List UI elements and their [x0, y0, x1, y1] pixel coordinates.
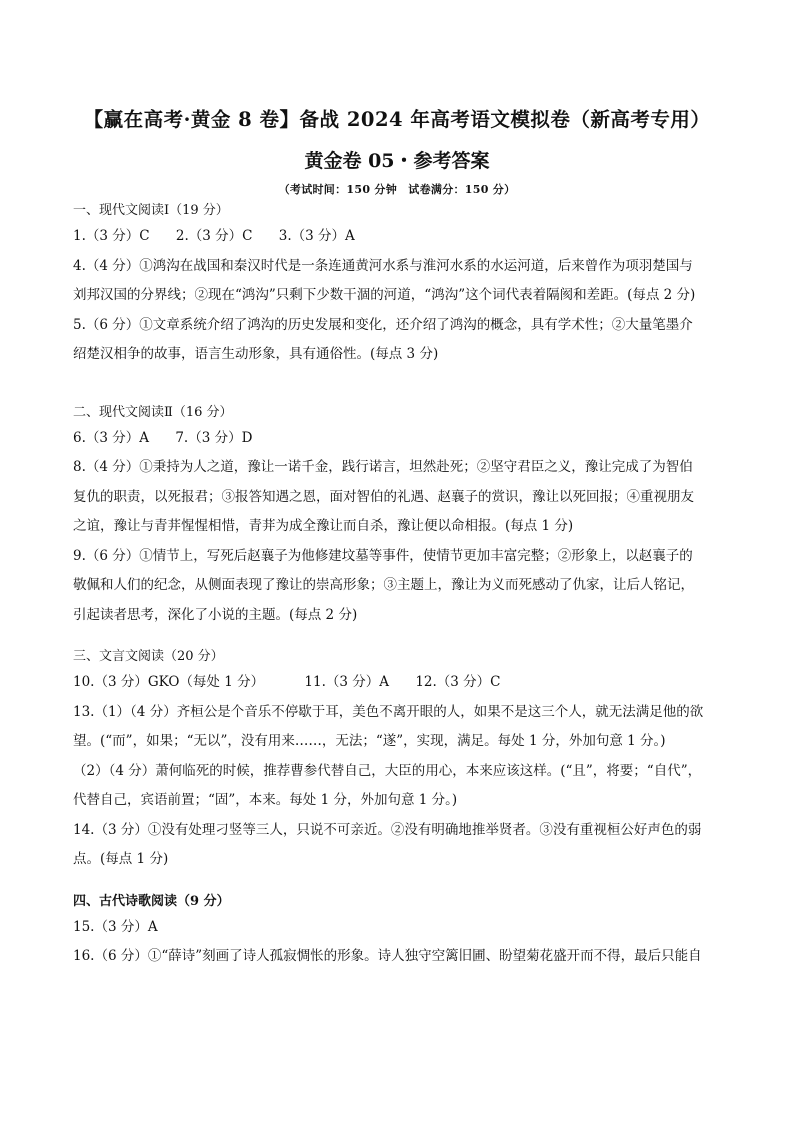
answer-q14-line: 点。(每点 1 分) — [73, 851, 169, 867]
section-heading: 四、古代诗歌阅读（9 分） — [73, 893, 230, 909]
answer-q9-line: 敬佩和人们的纪念，从侧面表现了豫让的崇高形象；③主题上，豫让为义而死感动了仇家，让后人铭记， — [73, 577, 694, 593]
answer-q11: 11.（3 分）A — [304, 674, 390, 690]
answer-q10: 10.（3 分）GKO（每处 1 分） — [73, 674, 265, 690]
answer-q8-line: 之谊，豫让与青荓惺惺相惜，青荓为成全豫让而自杀，豫让便以命相报。(每点 1 分) — [73, 518, 574, 534]
answer-row-10-12 — [73, 668, 726, 698]
section-heading: 三、文言文阅读（20 分） — [73, 649, 224, 664]
document-subtitle: 黄金卷 05・参考答案 — [304, 150, 490, 172]
answer-q16-line: 16.（6 分）①“薛诗”刻画了诗人孤寂惆怅的形象。诗人独守空篱旧圃、盼望菊花盛开而不得，最后只能自 — [73, 948, 702, 964]
exam-info: （考试时间：150 分钟 试卷满分：150 分） — [278, 183, 516, 196]
answer-body — [73, 200, 726, 972]
answer-q6: 6.（3 分）A — [73, 429, 150, 446]
answer-q9-line: 9.（6 分）①情节上，写死后赵襄子为他修建坟墓等事件，使情节更加丰富完整；②形象上，以赵襄子的 — [73, 547, 693, 564]
answer-row-1-3 — [73, 222, 726, 252]
answer-q12: 12.（3 分）C — [415, 674, 501, 690]
answer-q5-line: 5.（6 分）①文章系统介绍了鸿沟的历史发展和变化，还介绍了鸿沟的概念，具有学术性；②大量笔墨介 — [73, 316, 693, 333]
answer-q1: 1.（3 分）C — [73, 228, 150, 244]
answer-q8-line: 8.（4 分）①秉持为人之道，豫让一诺千金，践行诺言，坦然赴死；②坚守君臣之义，豫让完成了为智伯 — [73, 459, 693, 475]
answer-q8-line: 复仇的职责，以死报君；③报答知遇之恩，面对智伯的礼遇、赵襄子的赏识，豫让以死回报；④重视朋友 — [73, 488, 694, 505]
answer-q13-2-line: （2）（4 分）萧何临死的时候，推荐曹参代替自己，大臣的用心，本来应该这样。(“且”，将要；“自代”， — [73, 762, 702, 779]
answer-q7: 7.（3 分）D — [175, 429, 253, 446]
answer-q3: 3.（3 分）A — [278, 228, 355, 244]
answer-q9-line: 引起读者思考，深化了小说的主题。(每点 2 分) — [73, 606, 358, 623]
answer-q4-line: 刘邦汉国的分界线；②现在“鸿沟”只剩下少数干涸的河道，“鸿沟”这个词代表着隔阂和差距。(每点 2 分) — [73, 287, 696, 303]
answer-q13-1-line: 望。(“而”，如果；“无以”，没有用来……，无法；“遂”，实现，满足。每处 1 分，外加句意 1 分。) — [73, 733, 666, 749]
answer-q4-line: 4.（4 分）①鸿沟在战国和秦汉时代是一条连通黄河水系与淮河水系的水运河道，后来曾作为项羽楚国与 — [73, 257, 693, 274]
answer-q15: 15.（3 分）A — [73, 918, 158, 935]
section-heading: 二、现代文阅读Ⅱ（16 分） — [73, 404, 233, 420]
answer-q13-1-line: 13.（1）（4 分）齐桓公是个音乐不停歇于耳，美色不离开眼的人，如果不是这三个人，就无法满足他的欲 — [73, 703, 704, 720]
document-title: 【赢在高考·黄金 8 卷】备战 2024 年高考语文模拟卷（新高考专用） — [83, 108, 711, 131]
answer-q13-2-line: 代替自己，宾语前置；“固”，本来。每处 1 分，外加句意 1 分。) — [73, 792, 458, 808]
answer-q5-line: 绍楚汉相争的故事，语言生动形象，具有通俗性。(每点 3 分) — [73, 346, 439, 362]
answer-q14-line: 14.（3 分）①没有处理刁竖等三人，只说不可亲近。②没有明确地推举贤者。③没有重视桓公好声色的弱 — [73, 821, 702, 838]
section-heading: 一、现代文阅读Ⅰ（19 分） — [73, 203, 229, 218]
answer-q2: 2.（3 分）C — [175, 228, 253, 244]
answer-row-6-7 — [73, 424, 726, 454]
